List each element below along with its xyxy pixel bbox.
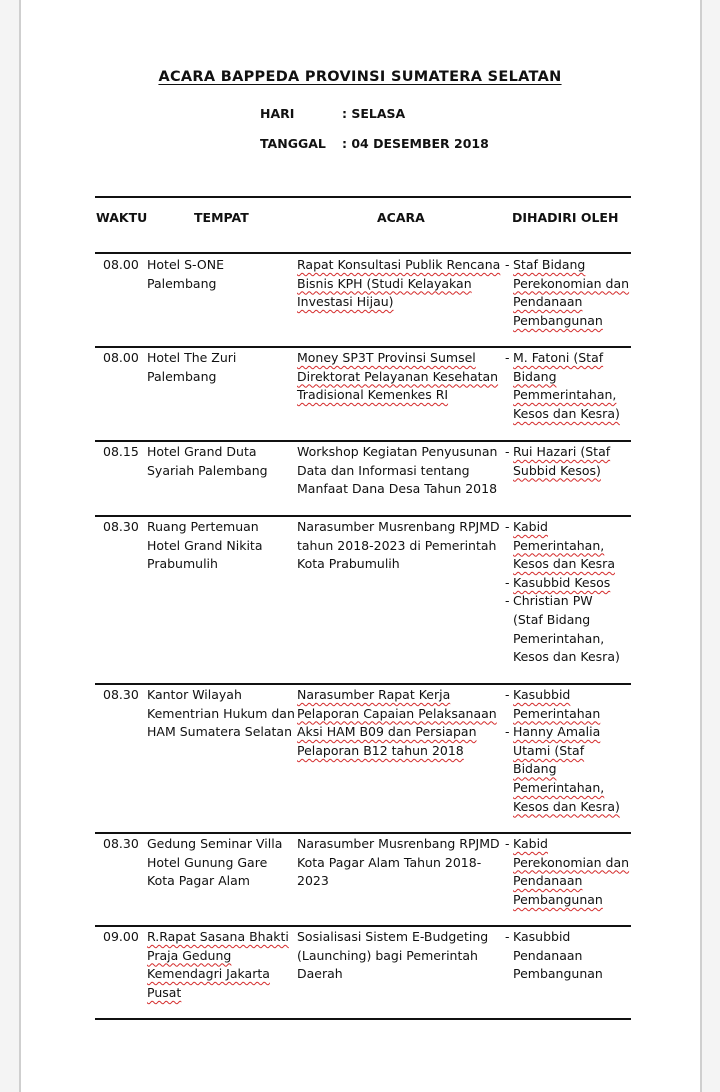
attendee-item: - M. Fatoni (Staf Bidang Pemmerintahan, Kesos dan Kesra) bbox=[505, 350, 620, 421]
acara-cell: Narasumber Musrenbang RPJMD Kota Pagar Alam Tahun 2018-2023 bbox=[297, 836, 500, 889]
waktu-cell: 08.00 bbox=[103, 257, 139, 272]
dihadiri-cell bbox=[505, 928, 627, 984]
dihadiri-cell bbox=[505, 686, 623, 816]
attendee-item: - Staf Bidang Perekonomian dan Pendanaan Pembangunan bbox=[505, 257, 630, 328]
attendee-item: - Rui Hazari (Staf Subbid Kesos) bbox=[505, 444, 611, 478]
tempat-cell: Kantor Wilayah Kementrian Hukum dan HAM Sumatera Selatan bbox=[147, 687, 295, 740]
acara-cell: Workshop Kegiatan Penyusunan Data dan Informasi tentang Manfaat Dana Desa Tahun 2018 bbox=[297, 444, 498, 497]
waktu-cell: 09.00 bbox=[103, 929, 139, 944]
header-acara: ACARA bbox=[377, 210, 425, 225]
waktu-cell: 08.15 bbox=[103, 444, 139, 459]
document-title: ACARA BAPPEDA PROVINSI SUMATERA SELATAN bbox=[158, 69, 562, 85]
acara-cell: Money SP3T Provinsi Sumsel Direktorat Pelayanan Kesehatan Tradisional Kemenkes RI bbox=[297, 350, 499, 403]
header-rule bbox=[95, 252, 631, 254]
attendee-item: - Kabid Pemerintahan, Kesos dan Kesra bbox=[505, 519, 615, 572]
row-divider bbox=[95, 832, 631, 834]
header-dihadiri: DIHADIRI OLEH bbox=[512, 210, 619, 225]
header-tempat: TEMPAT bbox=[194, 210, 249, 225]
dihadiri-cell bbox=[505, 518, 625, 667]
tempat-cell: R.Rapat Sasana Bhakti Praja Gedung Kemendagri Jakarta Pusat bbox=[147, 929, 289, 1000]
dihadiri-cell bbox=[505, 835, 631, 909]
row-divider bbox=[95, 440, 631, 442]
waktu-cell: 08.30 bbox=[103, 519, 139, 534]
row-divider bbox=[95, 683, 631, 685]
attendee-item: - Kasubbid Kesos bbox=[505, 574, 611, 590]
acara-cell: Rapat Konsultasi Publik Rencana Bisnis KPH (Studi Kelayakan Investasi Hijau) bbox=[297, 257, 501, 310]
table-bottom-rule bbox=[95, 1018, 631, 1020]
tempat-cell: Hotel The Zuri Palembang bbox=[147, 350, 237, 384]
row-divider bbox=[95, 925, 631, 927]
attendee-item: - Kasubbid Pemerintahan bbox=[505, 687, 601, 721]
waktu-cell: 08.30 bbox=[103, 836, 139, 851]
table-top-rule bbox=[95, 196, 631, 198]
tempat-cell: Gedung Seminar Villa Hotel Gunung Gare Kota Pagar Alam bbox=[147, 836, 283, 889]
attendee-item: - Christian PW (Staf Bidang Pemerintahan, Kesos dan Kesra) bbox=[505, 593, 620, 665]
waktu-cell: 08.30 bbox=[103, 687, 139, 702]
acara-cell: Narasumber Musrenbang RPJMD tahun 2018-2023 di Pemerintah Kota Prabumulih bbox=[297, 519, 500, 572]
attendee-item: - Kasubbid Pendanaan Pembangunan bbox=[505, 929, 603, 982]
date-value: : 04 DESEMBER 2018 bbox=[342, 136, 489, 151]
acara-cell: Narasumber Rapat Kerja Pelaporan Capaian Pelaksanaan Aksi HAM B09 dan Persiapan Pelaporan B12 tahun 2018 bbox=[297, 687, 497, 758]
date-row bbox=[260, 136, 489, 151]
row-divider bbox=[95, 346, 631, 348]
attendee-item: - Kabid Perekonomian dan Pendanaan Pembangunan bbox=[505, 836, 630, 907]
waktu-cell: 08.00 bbox=[103, 350, 139, 365]
tempat-cell: Hotel Grand Duta Syariah Palembang bbox=[147, 444, 268, 478]
day-row bbox=[260, 106, 405, 121]
header-waktu: WAKTU bbox=[96, 210, 148, 225]
day-label: HARI bbox=[260, 106, 295, 121]
right-margin bbox=[700, 0, 720, 1092]
dihadiri-cell bbox=[505, 443, 627, 480]
tempat-cell: Hotel S-ONE Palembang bbox=[147, 257, 224, 291]
day-value: : SELASA bbox=[342, 106, 406, 121]
tempat-cell: Ruang Pertemuan Hotel Grand Nikita Prabumulih bbox=[147, 519, 263, 572]
dihadiri-cell bbox=[505, 349, 627, 423]
dihadiri-cell bbox=[505, 256, 631, 330]
row-divider bbox=[95, 515, 631, 517]
attendee-item: - Hanny Amalia Utami (Staf Bidang Pemerintahan, Kesos dan Kesra) bbox=[505, 724, 620, 814]
acara-cell: Sosialisasi Sistem E-Budgeting (Launching) bagi Pemerintah Daerah bbox=[297, 929, 489, 982]
left-margin bbox=[0, 0, 21, 1092]
date-label: TANGGAL bbox=[260, 136, 326, 151]
